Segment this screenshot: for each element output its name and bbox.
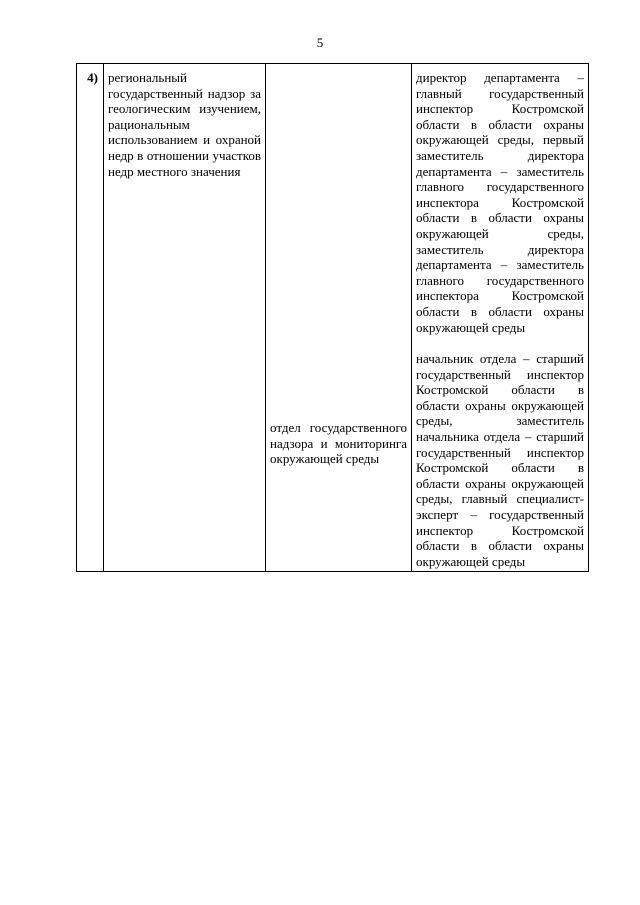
department-name: отдел государственного надзора и мониторинга окружающей среды xyxy=(270,420,407,467)
officials-table xyxy=(76,63,589,572)
page-number: 5 xyxy=(316,35,324,50)
department-cell xyxy=(266,64,412,572)
positions-cell xyxy=(412,64,589,572)
positions-group-1: директор департамента – главный государственный инспектор Костромской области в области охраны окружающей среды, первый заместитель директора департамента – заместитель главного государственного инспектора Костромской области в области охраны окружающей среды, заместитель директора департамента – заместитель главного государственного инспектора Костромской области в области охраны окружающей среды xyxy=(416,70,584,335)
table-row xyxy=(77,64,589,572)
row-number: 4) xyxy=(77,64,104,572)
positions-group-2: начальник отдела – старший государственный инспектор Костромской области в области охраны окружающей среды, заместитель начальника отдела – старший государственный инспектор Костромской области в области охраны окружающей среды, главный специалист-эксперт – государственный инспектор Костромской области в области охраны окружающей среды xyxy=(416,351,584,569)
supervision-type: региональный государственный надзор за геологическим изучением, рациональным использованием и охраной недр в отношении участков недр местного значения xyxy=(104,64,266,572)
